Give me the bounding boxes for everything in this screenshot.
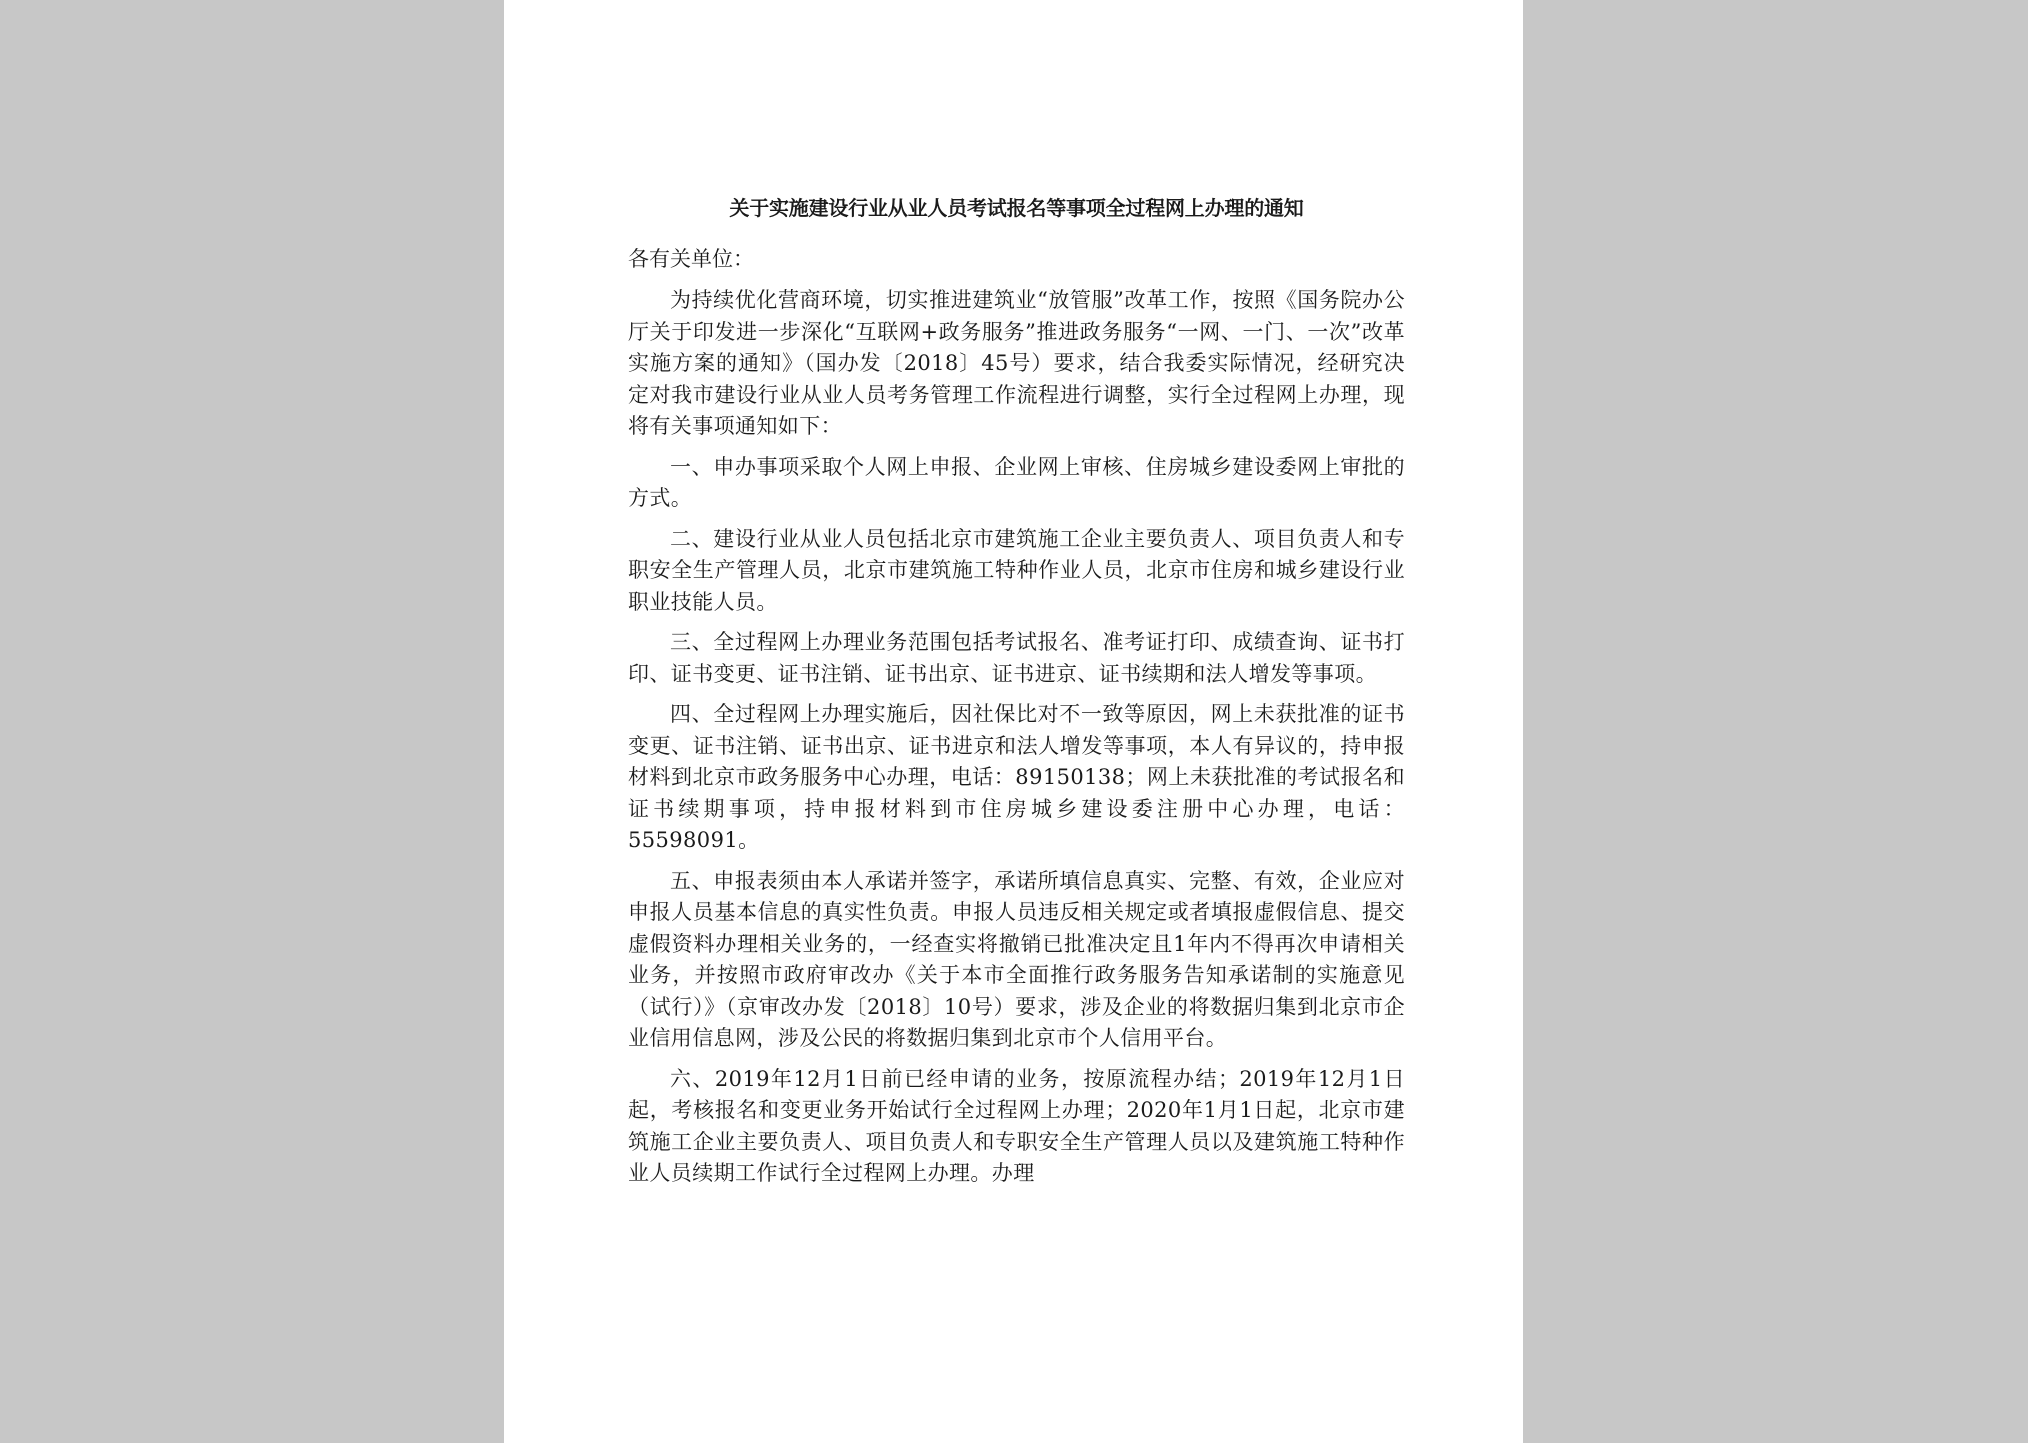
document-content (628, 180, 1405, 1199)
paragraph-item-2: 二、建设行业从业人员包括北京市建筑施工企业主要负责人、项目负责人和专职安全生产管理人员，北京市建筑施工特种作业人员，北京市住房和城乡建设行业职业技能人员。 (628, 526, 1405, 614)
paragraph-item-3: 三、全过程网上办理业务范围包括考试报名、准考证打印、成绩查询、证书打印、证书变更、证书注销、证书出京、证书进京、证书续期和法人增发等事项。 (628, 630, 1405, 686)
paragraph-item-1: 一、申办事项采取个人网上申报、企业网上审核、住房城乡建设委网上审批的方式。 (628, 454, 1405, 510)
document-title: 关于实施建设行业从业人员考试报名等事项全过程网上办理的通知 (729, 196, 1304, 220)
document-page (504, 0, 1523, 1443)
paragraph-intro: 为持续优化营商环境，切实推进建筑业“放管服”改革工作，按照《国务院办公厅关于印发进一步深化“互联网+政务服务”推进政务服务“一网、一门、一次”改革实施方案的通知》（国办发〔2018〕45号）要求，结合我委实际情况，经研究决定对我市建设行业从业人员考务管理工作流程进行调整，实行全过程网上办理，现将有关事项通知如下： (628, 288, 1405, 438)
paragraph-item-5: 五、申报表须由本人承诺并签字，承诺所填信息真实、完整、有效，企业应对申报人员基本信息的真实性负责。申报人员违反相关规定或者填报虚假信息、提交虚假资料办理相关业务的，一经查实将撤销已批准决定且1年内不得再次申请相关业务，并按照市政府审改办《关于本市全面推行政务服务告知承诺制的实施意见（试行）》（京审改办发〔2018〕10号）要求，涉及企业的将数据归集到北京市企业信用信息网，涉及公民的将数据归集到北京市个人信用平台。 (628, 868, 1405, 1050)
salutation: 各有关单位： (628, 247, 754, 271)
paragraph-item-4: 四、全过程网上办理实施后，因社保比对不一致等原因，网上未获批准的证书变更、证书注销、证书出京、证书进京和法人增发等事项，本人有异议的，持申报材料到北京市政务服务中心办理，电话：89150138；网上未获批准的考试报名和证书续期事项，持申报材料到市住房城乡建设委注册中心办理，电话：55598091。 (628, 702, 1405, 852)
paragraph-item-6: 六、2019年12月1日前已经申请的业务，按原流程办结；2019年12月1日起，考核报名和变更业务开始试行全过程网上办理；2020年1月1日起，北京市建筑施工企业主要负责人、项目负责人和专职安全生产管理人员以及建筑施工特种作业人员续期工作试行全过程网上办理。办理 (628, 1066, 1405, 1185)
